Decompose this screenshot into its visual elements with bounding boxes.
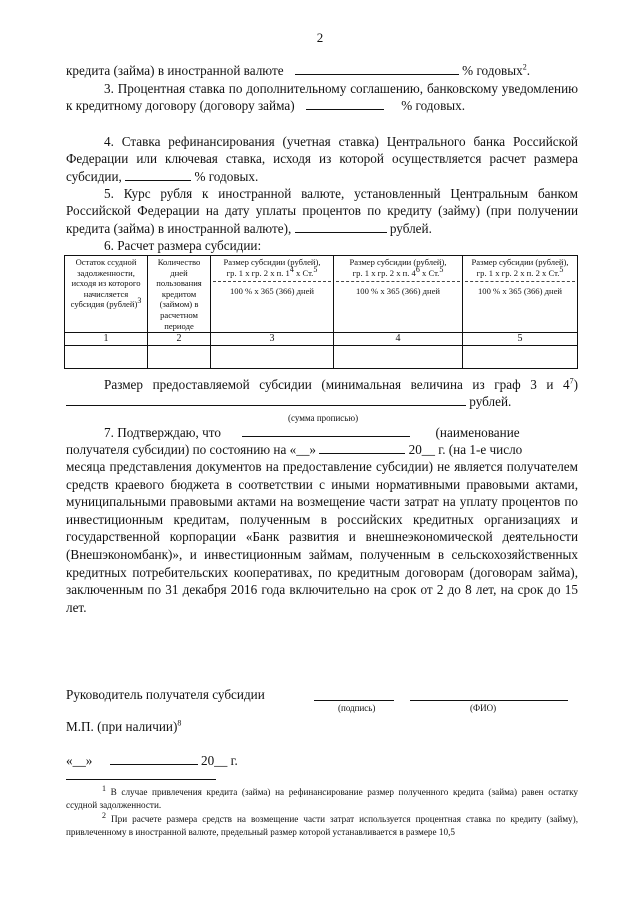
table-col-number: 5 xyxy=(463,333,578,346)
table-col-number: 4 xyxy=(334,333,463,346)
footnote-ref-7: 7 xyxy=(569,376,574,386)
subsidy-calculation-table xyxy=(64,255,578,369)
recipient-name-blank[interactable] xyxy=(242,425,410,437)
table-number-row xyxy=(65,333,578,346)
item-7-second-line xyxy=(66,441,578,458)
table-cell[interactable] xyxy=(211,346,334,369)
footnote-1: $^1$ В случае привлечения кредита (займа) на рефинансирование размер полученного кредита (займа) равен остатку ссудной задолженности. xyxy=(66,783,579,810)
amount-in-words-caption: (сумма прописью) xyxy=(288,413,359,423)
table-cell[interactable] xyxy=(463,346,578,369)
item-4-suffix: % годовых. xyxy=(194,168,259,184)
item-7-lead: 7. Подтверждаю, что xyxy=(104,425,221,440)
fio-line[interactable] xyxy=(410,699,568,701)
signature-date xyxy=(66,752,316,769)
subsidy-amount-blank[interactable] xyxy=(66,394,466,406)
table-col-number: 2 xyxy=(148,333,211,346)
subsidy-amount-suffix: рублей. xyxy=(469,394,512,410)
credit-rate-blank[interactable] xyxy=(295,63,459,75)
table-value-row xyxy=(65,346,578,369)
footnote-separator xyxy=(66,779,216,780)
item-7-body: месяца представления документов на предоставление субсидии) не является получателем средств краевого бюджета в соответствии с иными нормативными правовыми актами, муниципальными правовыми актами на возмещение части затрат на уплату процентов по инвестиционным кредитам, полученным в российских кредитных организациях и государственной корпорации «Банк развития и внешнеэкономической деятельности (Внешэкономбанк)», и инвестиционным займам, полученным в сельскохозяйственных кредитных потребительских кооперативах, по кредитным договорам (договорам займа), заключенным по 31 декабря 2016 года включительно на срок от 2 до 8 лет, на срок до 15 лет. xyxy=(66,459,578,615)
item-3-blank[interactable] xyxy=(306,98,384,110)
signature-caption: (подпись) xyxy=(338,703,376,713)
credit-rate-line: кредита (займа) в иностранной валюте % годовых$^2$. xyxy=(66,62,531,78)
signature-line[interactable] xyxy=(314,699,394,701)
footnote-2: $^2$ При расчете размера средств на возмещение части затрат используется процентная ставка по кредиту (займу), привлеченному в иностранной валюте, предельный размер которой устанавливается в размере 10,5 xyxy=(66,810,579,837)
subsidy-amount-text: Размер предоставляемой субсидии (минимальная величина из граф 3 и 4 xyxy=(104,377,570,392)
item-6 xyxy=(66,237,578,254)
item-7-first-line xyxy=(66,424,578,441)
item-3-text: 3. Процентная ставка по дополнительному соглашению, банковскому уведомлению к кредитному договору (договору займа) xyxy=(66,81,578,114)
table-header-row xyxy=(65,256,578,333)
item-7-date-blank[interactable] xyxy=(319,442,405,454)
table-header-col4: Размер субсидии (рублей), гр. 1 х гр. 2 х п. $4^6$ х Ст.$^5$ 100 % х 365 (366) дней xyxy=(334,256,463,333)
item-4-text: 4. Ставка рефинансирования (учетная ставка) Центрального банка Российской Федерации или ключевая ставка, исходя из которой осуществляется расчет размера субсидии, xyxy=(66,134,578,184)
item-5 xyxy=(66,185,578,237)
item-7-date-text: получателя субсидии) по состоянию на «__» xyxy=(66,442,317,457)
item-5-text: 5. Курс рубля к иностранной валюте, установленный Центральным банком Российской Федерации на дату уплаты процентов по кредиту (займу) (при получении кредита (займа) в иностранной валюте), xyxy=(66,186,578,236)
table-col-number: 1 xyxy=(65,333,148,346)
item-6-text: 6. Расчет размера субсидии: xyxy=(104,238,262,253)
credit-rate-suffix: % годовых xyxy=(462,63,523,78)
item-5-blank[interactable] xyxy=(295,221,387,233)
signature-label: Руководитель получателя субсидии xyxy=(66,687,265,702)
table-cell[interactable] xyxy=(65,346,148,369)
item-3-suffix: % годовых. xyxy=(401,98,466,114)
credit-rate-text: кредита (займа) в иностранной валюте xyxy=(66,63,284,78)
item-4-blank[interactable] xyxy=(125,169,191,181)
item-7-year-text: 20__ г. (на 1-е число xyxy=(408,442,523,457)
page-number: 2 xyxy=(316,30,324,45)
table-header-col1: Остаток ссудной задолженности, исходя из которого начисляется субсидия (рублей)$^3$ xyxy=(65,256,148,333)
item-4 xyxy=(66,133,578,185)
date-month-blank[interactable] xyxy=(110,753,198,765)
date-year: 20__ г. xyxy=(200,753,238,768)
table-cell[interactable] xyxy=(334,346,463,369)
footnote-ref-2: 2 xyxy=(522,62,527,72)
table-header-col5: Размер субсидии (рублей), гр. 1 х гр. 2 х п. 2 х Ст.$^5$ 100 % х 365 (366) дней xyxy=(463,256,578,333)
table-header-col3: Размер субсидии (рублей), гр. 1 х гр. 2 х п. $1^4$ х Ст.$^5$ 100 % х 365 (366) дней xyxy=(211,256,334,333)
footnote-ref-8: 8 xyxy=(177,718,182,728)
date-day: «__» xyxy=(66,753,93,768)
table-cell[interactable] xyxy=(148,346,211,369)
item-3 xyxy=(66,80,578,115)
item-7-name-hint: (наименование xyxy=(435,425,520,440)
fio-caption: (ФИО) xyxy=(470,703,497,713)
item-5-suffix: рублей. xyxy=(389,220,432,236)
stamp-label: М.П. (при наличии)$^8$ xyxy=(66,718,182,734)
table-header-col2: Количество дней пользования кредитом (займом) в расчетном периоде xyxy=(148,256,211,333)
subsidy-amount: Размер предоставляемой субсидии (минимальная величина из граф 3 и $4^7$) рублей. xyxy=(66,376,578,411)
table-col-number: 3 xyxy=(211,333,334,346)
